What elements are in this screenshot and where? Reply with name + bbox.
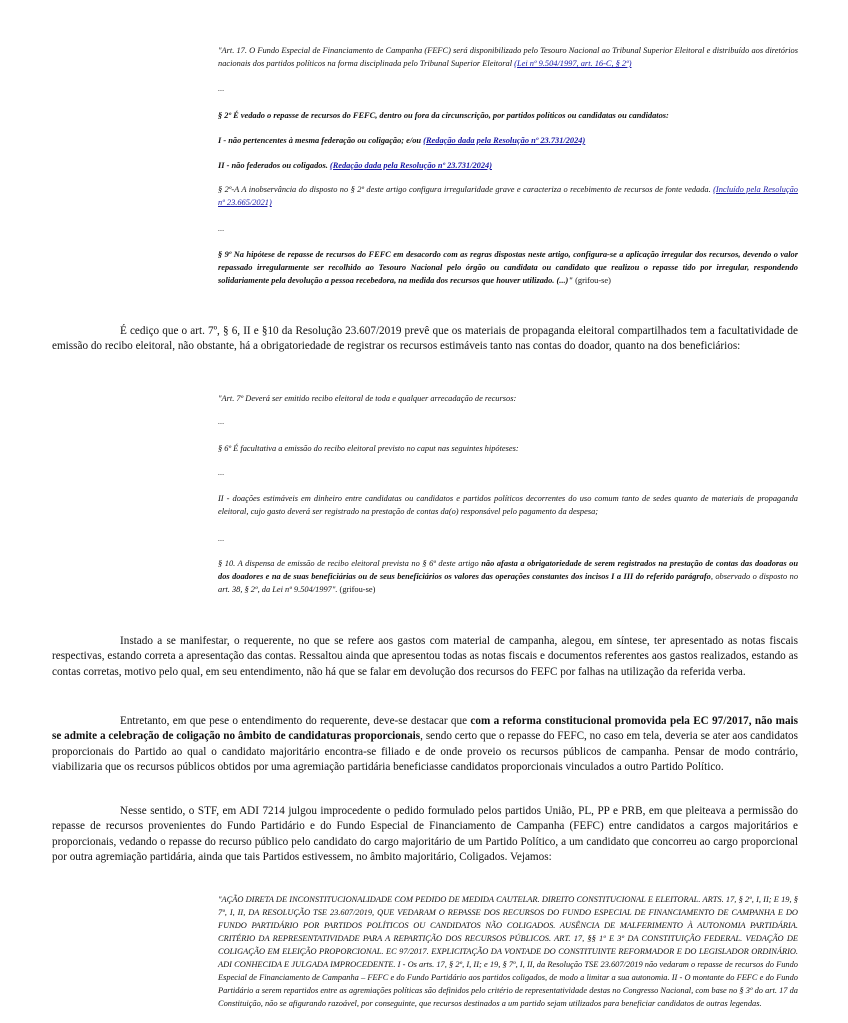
quote-par9: § 9º Na hipótese de repasse de recursos do FEFC em desacordo com as regras dispostas neste artigo, configura-se a aplicação irregular dos recursos, devendo o valor repassado irregularmente ser recolhido ao Tesouro Nacional pelo órgão ou candidata ou candidato que realizou o repasse tido por irregular, respondendo solidariamente pela devolução a pessoa recebedora, na medida dos recursos que houver utilizado. (...)" (grifou-se) [218, 250, 798, 285]
quote-par10: § 10. A dispensa de emissão de recibo eleitoral prevista no § 6º deste artigo não afasta a obrigatoriedade de serem registrados na prestação de contas das doadoras ou dos doadores e na de suas beneficiárias ou de seus beneficiários os valores das operações constantes dos incisos I a III do referido parágrafo, observado o disposto no art. 38, § 2º, da Lei nº 9.504/1997". (grifou-se) [218, 559, 799, 594]
paragraph-requerente: Instado a se manifestar, o requerente, no que se refere aos gastos com material de campanha, alegou, em síntese, ter apresentado as notas fiscais respectivas, estando correta a apresentação das contas. Ressaltou ainda que apresentou todas as notas fiscais e documentos referentes aos gastos realizados, estando as contas corretas, motivo pelo qual, em seu entendimento, não há que se falar em devolução dos recursos do FEFC por falhas na utilização da referida verba. [52, 635, 798, 678]
emphasis-ec97: com a reforma constitucional promovida pela EC 97/2017, não mais se admite a celebração de coligação no âmbito de candidaturas proporcionais [52, 715, 799, 743]
paragraph-adi7214: Nesse sentido, o STF, em ADI 7214 julgou improcedente o pedido formulado pelos partidos União, PL, PP e PRB, em que pleiteava a permissão do repasse de recursos provenientes do Fundo Partidário e do Fundo Especial de Financiamento de Campanha (FEFC) entre candidatos a cargos majoritários e proporcionais, vedando o repasse do recurso público pelo candidato do cargo majoritário de um Partido Político, a um candidato que concorreu ao cargo proporcional por outra agremiação partidária, ainda que tais Partidos estivessem, no âmbito majoritário, Coligados. Vejamos: [52, 805, 798, 864]
ellipsis: ... [218, 224, 225, 233]
paragraph-ec97: Entretanto, em que pese o entendimento do requerente, deve-se destacar que com a reforma constitucional promovida pela EC 97/2017, não mais se admite a celebração de coligação no âmbito de candidaturas proporcionais, sendo certo que o repasse do FEFC, no caso em tela, deveria se ater aos candidatos proporcionais do Partido ao qual o candidato majoritário encontra-se filiado e de onde proveio os recursos públicos de campanha. Pensar de modo contrário, viabilizaria que os recursos públicos obtidos por uma agremiação partidária beneficiasse candidatos proporcionais vinculados a outro Partido Político. [52, 715, 799, 774]
quote-adi7214-ementa: "AÇÃO DIRETA DE INCONSTITUCIONALIDADE COM PEDIDO DE MEDIDA CAUTELAR. DIREITO CONSTITUCIONAL E ELEITORAL. ARTS. 17, § 2º, I, II; E 19, § 7º, I, II, DA RESOLUÇÃO TSE 23.607/2019, QUE VEDARAM O REPASSE DOS RECURSOS DO FUNDO ESPECIAL DE FINANCIAMENTO DE CAMPANHA E DO FUNDO PARTIDÁRIO POR PARTIDOS POLÍTICOS OU CANDIDATOS NÃO COLIGADOS. AUSÊNCIA DE MALFERIMENTO À AUTONOMIA PARTIDÁRIA. CRITÉRIO DA REPRESENTATIVIDADE PARA A REPARTIÇÃO DOS RECURSOS PÚBLICOS. ART. 17, §§ 1º E 3º DA CONSTITUIÇÃO FEDERAL. VEDAÇÃO DE COLIGAÇÃO EM ELEIÇÃO PROPORCIONAL. EC 97/2017. EXPLICITAÇÃO DA VONTADE DO CONSTITUINTE REFORMADOR E DO LEGISLADOR ORDINÁRIO. ADI CONHECIDA E JULGADA IMPROCEDENTE. I - Os arts. 17, § 2º, I, II; e 19, § 7º, I, II, da Resolução TSE 23.607/2019 não vedaram o repasse de recursos do Fundo Especial de Financiamento de Campanha – FEFC e do Fundo Partidário aos partidos coligados, de modo a limitar a sua autonomia. II - O montante do FEFC e do Fundo Partidário a serem repartidos entre as agremiações políticas são definidos pelo critério de representatividade destas no Congresso Nacional, com base no § 3º do art. 17 da Constituição, não se afigurando razoável, por conseguinte, que recursos destinados a um partido sejam utilizados para beneficiar candidatos de outras legendas. [218, 895, 798, 1008]
law-link-res23665[interactable]: (Incluído pela Resolução nº 23.665/2021) [218, 185, 798, 207]
quote-inc2: II - não federados ou coligados. (Redação dada pela Resolução nº 23.731/2024) [218, 161, 492, 170]
ellipsis: ... [218, 84, 225, 93]
law-link-res23731-a[interactable]: (Redação dada pela Resolução nº 23.731/2024) [423, 136, 586, 145]
quote-par6: § 6º É facultativa a emissão do recibo eleitoral previsto no caput nas seguintes hipóteses: [218, 444, 519, 453]
ellipsis: ... [218, 417, 225, 426]
law-link-art16c[interactable]: (Lei nº 9.504/1997, art. 16-C, § 2º) [514, 59, 632, 68]
law-link-res23731-b[interactable]: (Redação dada pela Resolução nº 23.731/2024) [329, 161, 492, 170]
quote-inc1: I - não pertencentes à mesma federação ou coligação; e/ou (Redação dada pela Resolução nº 23.731/2024) [218, 136, 586, 145]
ellipsis: ... [218, 534, 225, 543]
quote-art17: "Art. 17. O Fundo Especial de Financiamento de Campanha (FEFC) será disponibilizado pelo Tesouro Nacional ao Tribunal Superior Eleitoral e distribuído aos diretórios nacionais dos partidos políticos na forma disciplinada pelo Tribunal Superior Eleitoral (Lei nº 9.504/1997, art. 16-C, § 2º) [218, 46, 798, 68]
paragraph-art7-recibo: É cediço que o art. 7º, § 6, II e §10 da Resolução 23.607/2019 prevê que os materiais de propaganda eleitoral compartilhados tem a facultatividade de emissão do recibo eleitoral, não obstante, há a obrigatoriedade de registrar os recursos estimáveis tanto nas contas do doador, quanto na dos beneficiários: [52, 325, 798, 353]
quote-inc2-doacoes: II - doações estimáveis em dinheiro entre candidatas ou candidatos e partidos políticos decorrentes do uso comum tanto de sedes quanto de materiais de propaganda eleitoral, cujo gasto deverá ser registrado na prestação de contas da(o) responsável pelo pagamento da despesa; [218, 494, 798, 516]
quote-par2a: § 2º-A A inobservância do disposto no § 2º deste artigo configura irregularidade grave e caracteriza o recebimento de recursos de fonte vedada. (Incluído pela Resolução nº 23.665/2021) [218, 185, 798, 207]
ellipsis: ... [218, 468, 225, 477]
quote-art7: "Art. 7º Deverá ser emitido recibo eleitoral de toda e qualquer arrecadação de recursos: [218, 394, 517, 403]
quote-par2: § 2º É vedado o repasse de recursos do FEFC, dentro ou fora da circunscrição, por partidos políticos ou candidatas ou candidatos: [218, 111, 669, 120]
